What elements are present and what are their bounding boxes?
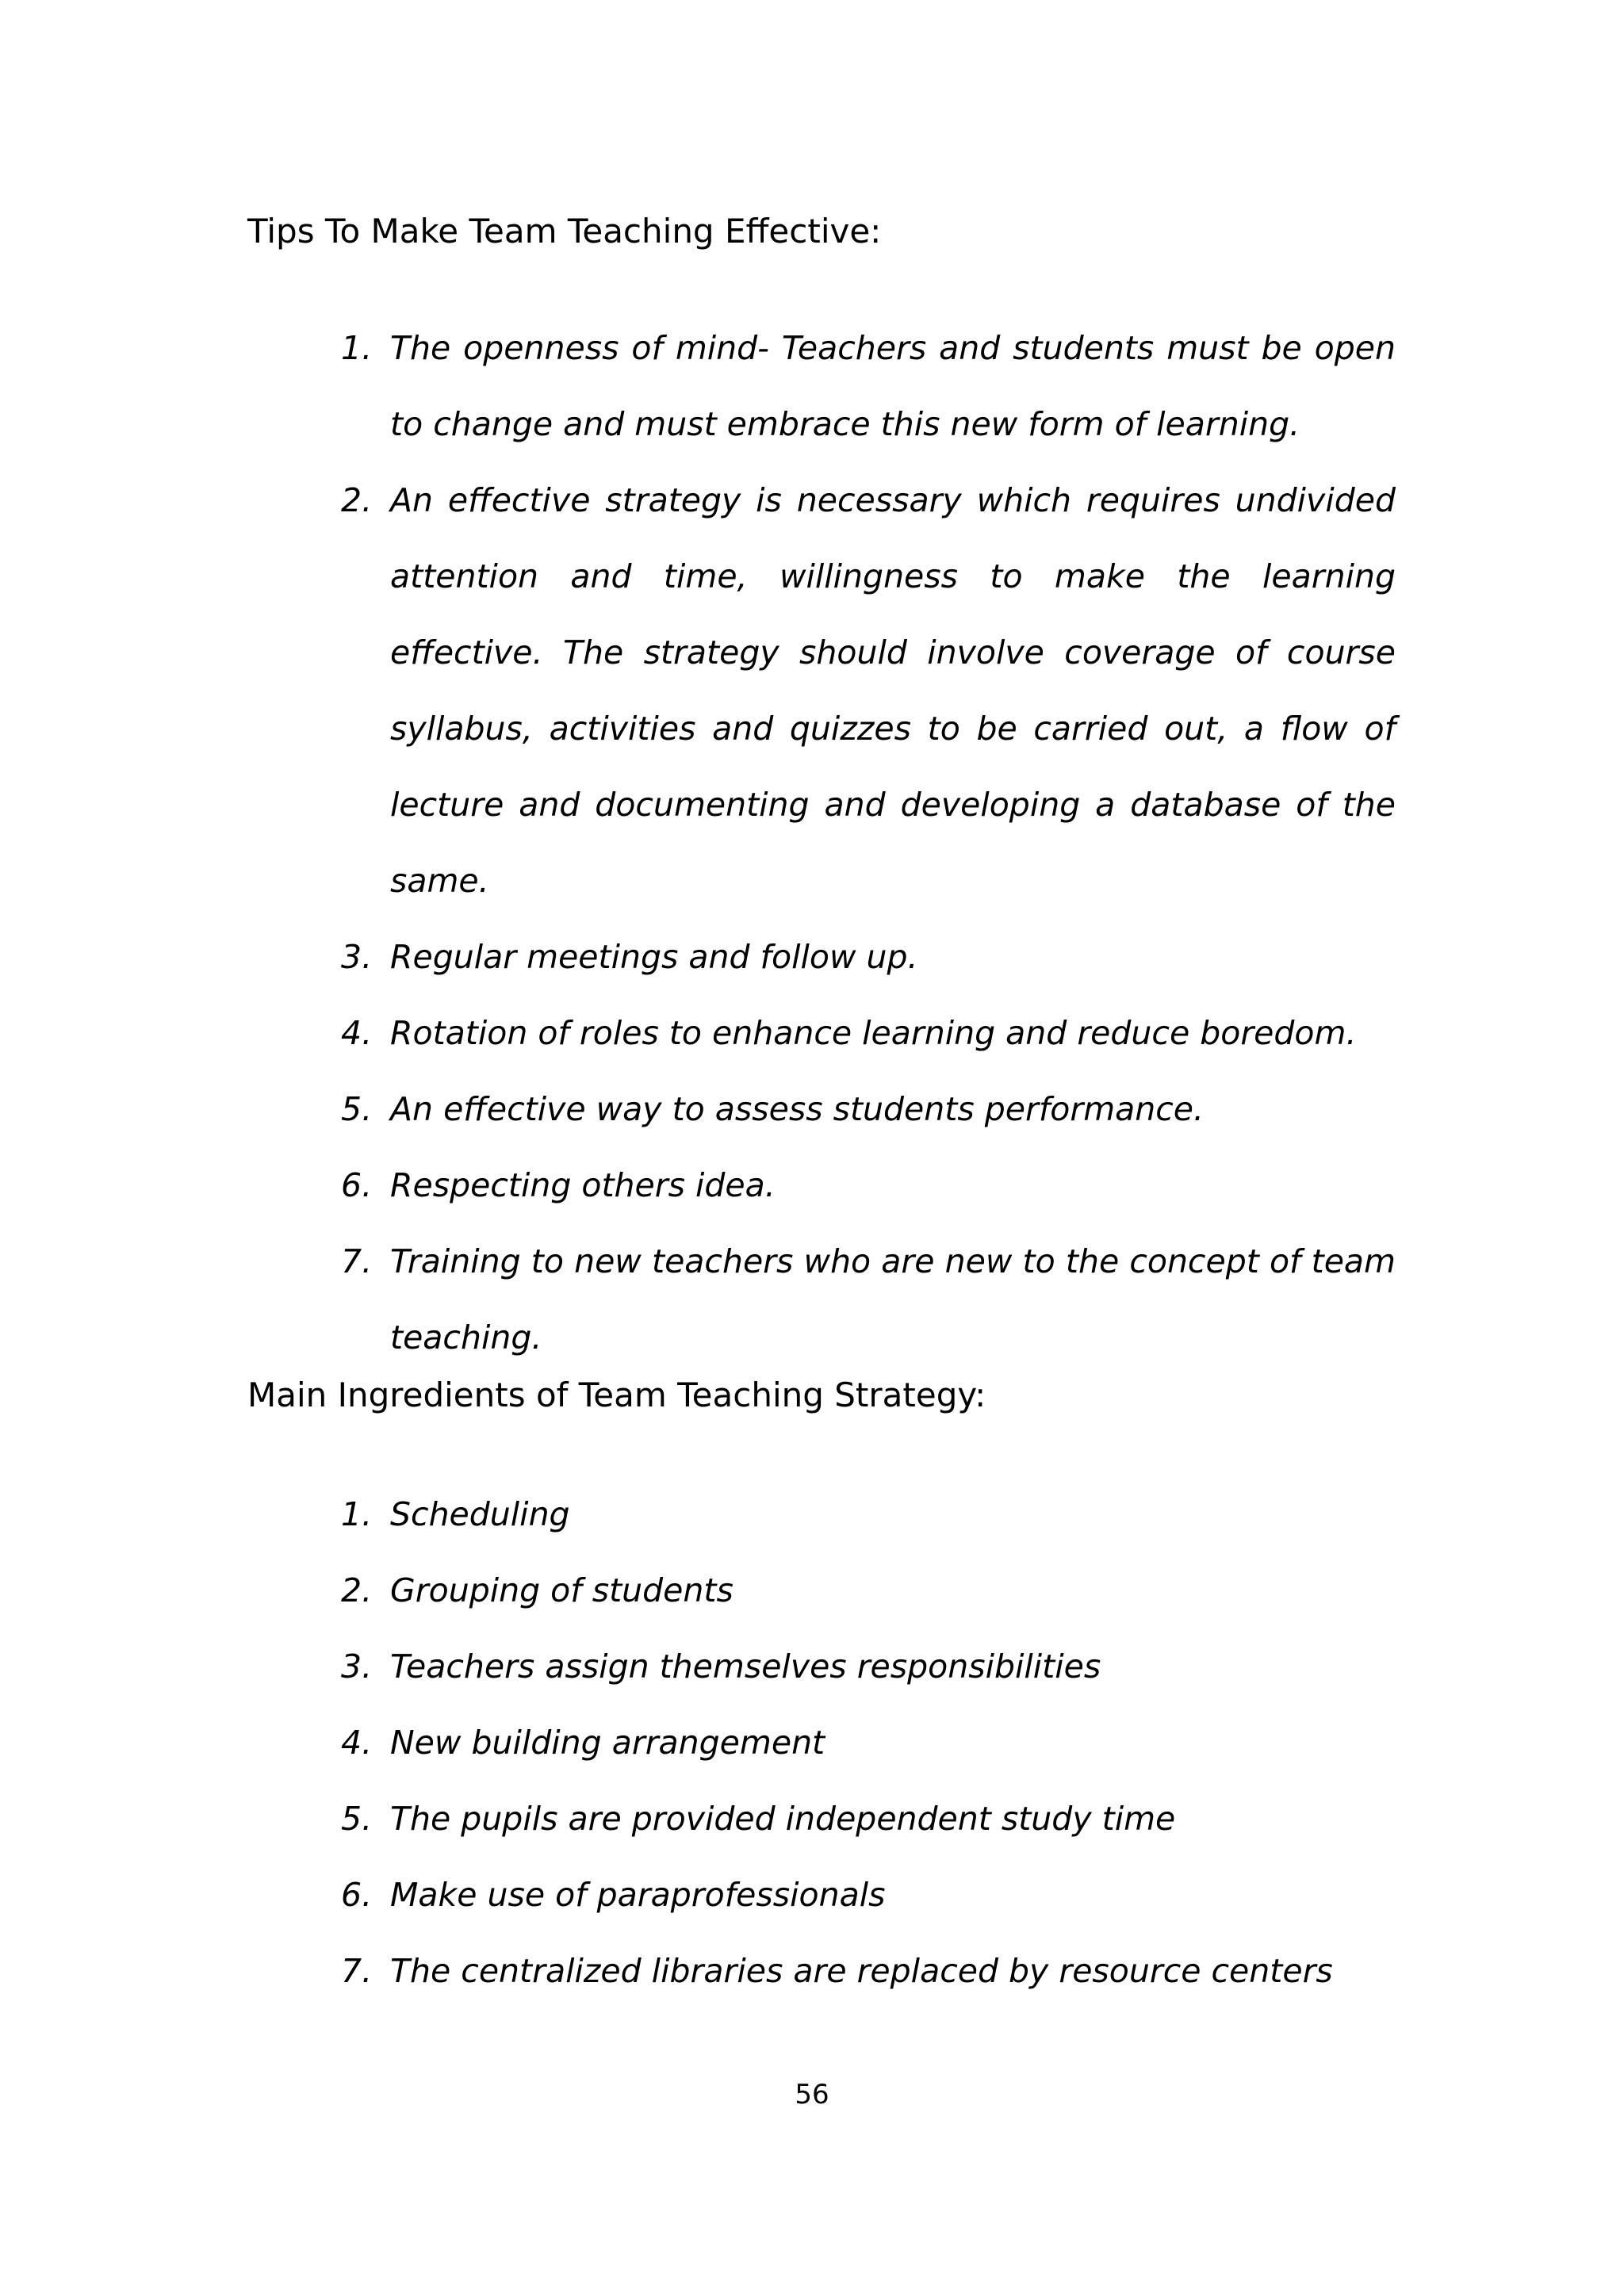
tips-list [333,310,1396,1376]
list-item-text: Training to new teachers who are new to the concept of team teaching. [390,1242,1396,1357]
list-item-text: Rotation of roles to enhance learning and reduce boredom. [390,1014,1357,1052]
list-item [333,1781,1396,1857]
list-item-number: 3. [341,938,373,976]
list-item-number: 1. [341,1495,373,1533]
page-number: 56 [795,2079,829,2110]
list-item [333,995,1396,1071]
list-item-text: Regular meetings and follow up. [390,938,918,976]
list-item-number: 5. [341,1800,373,1838]
list-item-text: The openness of mind- Teachers and students must be open to change and must embrace this new form of learning. [390,329,1396,443]
list-item [333,1933,1396,2009]
list-item [333,1705,1396,1781]
list-item-number: 2. [341,1571,373,1609]
list-item-number: 3. [341,1647,373,1686]
list-item-number: 2. [341,481,373,519]
list-item-text: An effective strategy is necessary which requires undivided attention and time, willingness to make the learning effective. The strategy should involve coverage of course syllabus, activities and quizzes to be carried out, a flow of lecture and documenting and developing a database of the same. [390,481,1396,900]
list-item [333,462,1396,919]
ingredients-section-heading: Main Ingredients of Team Teaching Strategy: [247,1376,986,1414]
list-item-number: 5. [341,1090,373,1128]
list-item-text: Make use of paraprofessionals [390,1876,886,1914]
list-item [333,1147,1396,1223]
list-item-text: Grouping of students [390,1571,733,1609]
list-item [333,1552,1396,1628]
list-item-text: Respecting others idea. [390,1166,776,1204]
list-item-number: 1. [341,329,373,367]
list-item-number: 4. [341,1724,373,1762]
list-item [333,310,1396,462]
list-item-number: 7. [341,1952,373,1990]
list-item-number: 6. [341,1876,373,1914]
list-item [333,1857,1396,1933]
list-item-text: New building arrangement [390,1724,825,1762]
list-item [333,1476,1396,1552]
ingredients-list [333,1476,1396,2009]
list-item [333,1223,1396,1376]
list-item-number: 6. [341,1166,373,1204]
list-item [333,1628,1396,1705]
list-item-text: An effective way to assess students performance. [390,1090,1205,1128]
list-item [333,919,1396,995]
list-item-number: 4. [341,1014,373,1052]
list-item-text: The pupils are provided independent study time [390,1800,1176,1838]
list-item [333,1071,1396,1147]
list-item-number: 7. [341,1242,373,1280]
list-item-text: Teachers assign themselves responsibilities [390,1647,1101,1686]
list-item-text: Scheduling [390,1495,570,1533]
tips-section-heading: Tips To Make Team Teaching Effective: [247,212,882,251]
list-item-text: The centralized libraries are replaced by resource centers [390,1952,1333,1990]
